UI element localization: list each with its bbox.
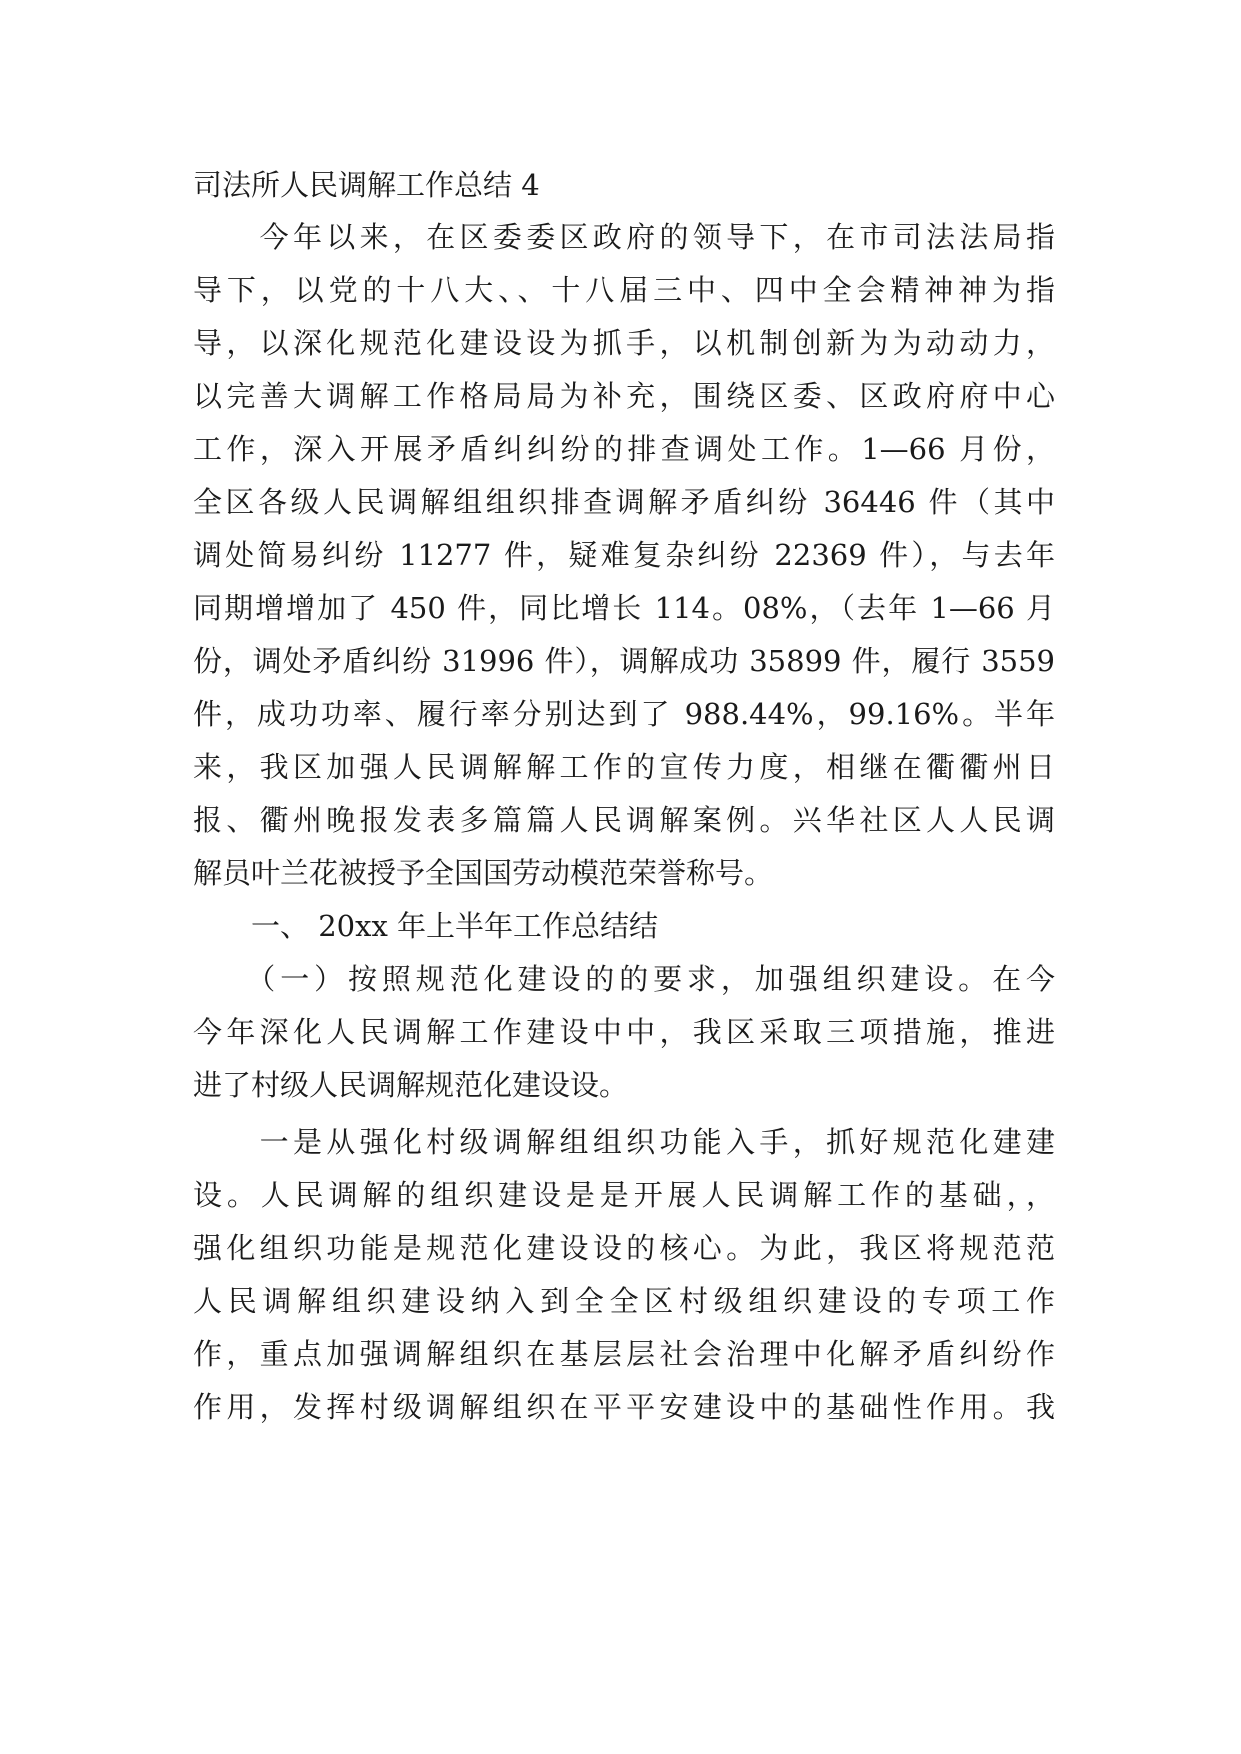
paragraph-line: 调处简易纠纷 11277 件，疑难复杂纠纷 22369 件），与去年 bbox=[193, 538, 1055, 572]
page-title: 司法所人民调解工作总结 4 bbox=[193, 168, 540, 202]
paragraph-line: 报、衢州晚报发表多篇篇人民调解案例。兴华社区人人民调 bbox=[193, 803, 1055, 837]
paragraph-line: 今年深化人民调解工作建设中中，我区采取三项措施，推进 bbox=[193, 1015, 1055, 1049]
section-heading: 一、 20xx 年上半年工作总结结 bbox=[193, 909, 659, 943]
paragraph-line: 工作，深入开展矛盾纠纠纷的排查调处工作。1—66 月份， bbox=[193, 432, 1055, 466]
paragraph-line: 份，调处矛盾纠纷 31996 件），调解成功 35899 件，履行 3559 bbox=[193, 644, 1055, 678]
paragraph-line: 同期增增加了 450 件，同比增长 114。08%，（去年 1—66 月 bbox=[193, 591, 1055, 625]
paragraph-line: 进了村级人民调解规范化建设设。 bbox=[193, 1068, 629, 1102]
paragraph-line: 全区各级人民调解组组织排查调解矛盾纠纷 36446 件（其中 bbox=[193, 485, 1055, 519]
paragraph-line: 作，重点加强调解组织在基层层社会治理中化解矛盾纠纷作 bbox=[193, 1337, 1055, 1371]
paragraph-line: 导下，以党的十八大、、十八届三中、四中全会精神神为指 bbox=[193, 273, 1055, 307]
paragraph-line: 件，成功功率、履行率分别达到了 988.44%，99.16%。半年 bbox=[193, 697, 1055, 731]
paragraph-line: 来，我区加强人民调解解工作的宣传力度，相继在衢衢州日 bbox=[193, 750, 1055, 784]
paragraph-line: 强化组织功能是规范化建设设的核心。为此，我区将规范范 bbox=[193, 1231, 1055, 1265]
paragraph-line: 作用，发挥村级调解组织在平平安建设中的基础性作用。我 bbox=[193, 1390, 1055, 1424]
paragraph-line: 今年以来，在区委委区政府的领导下，在市司法法局指 bbox=[193, 220, 1055, 254]
paragraph-line: （一）按照规范化建设的的要求，加强组织建设。在今 bbox=[193, 962, 1055, 996]
paragraph-line: 以完善大调解工作格局局为补充，围绕区委、区政府府中心 bbox=[193, 379, 1055, 413]
paragraph-line: 导，以深化规范化建设设为抓手，以机制创新为为动动力， bbox=[193, 326, 1055, 360]
paragraph-line: 人民调解组织建设纳入到全全区村级组织建设的专项工作 bbox=[193, 1284, 1055, 1318]
paragraph-line: 解员叶兰花被授予全国国劳动模范荣誉称号。 bbox=[193, 856, 774, 890]
paragraph-line: 设。人民调解的组织建设是是开展人民调解工作的基础，， bbox=[193, 1178, 1055, 1212]
paragraph-line: 一是从强化村级调解组组织功能入手，抓好规范化建建 bbox=[193, 1125, 1055, 1159]
